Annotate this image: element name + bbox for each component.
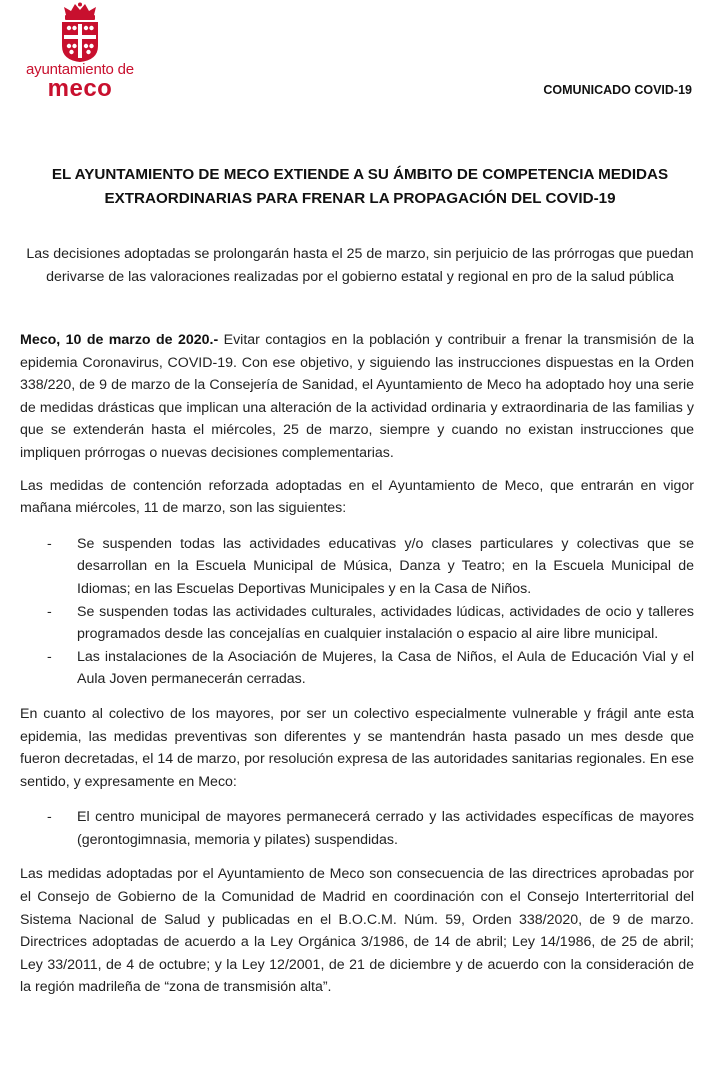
document-tag: COMUNICADO COVID-19 — [543, 83, 692, 97]
paragraph-elderly: En cuanto al colectivo de los mayores, por ser un colectivo especialmente vulnerable y frágil ante esta epidemia, las medidas preventivas son diferentes y se mantendrán hasta pasado un mes desde que fueron decretadas, el 14 de marzo, por resolución expresa de las autoridades sanitarias regionales. En ese sentido, y expresamente en Meco: — [20, 705, 694, 790]
bullet-dash: - — [47, 648, 52, 665]
logo-text-top: ayuntamiento de — [26, 61, 134, 78]
paragraph-legal-basis: Las medidas adoptadas por el Ayuntamiento de Meco son consecuencia de las directrices aprobadas por el Consejo de Gobierno de la Comunidad de Madrid en coordinación con el Consejo Interterritorial del Sistema Nacional de Salud y publicadas en el B.O.C.M. Núm. 59, Orden 338/2020, de 9 de marzo. Directrices adoptadas de acuerdo a la Ley Orgánica 3/1986, de 14 de abril; Ley 14/1986, de 25 de abril; Ley 33/2011, de 4 de octubre; y la Ley 12/2001, de 21 de diciembre y de acuerdo con la consideración de la región madrileña de “zona de transmisión alta”. — [20, 866, 694, 996]
logo-text-bottom: meco — [47, 75, 113, 102]
list-item-text: El centro municipal de mayores permanecerá cerrado y las actividades específicas de mayores (gerontogimnasia, memoria y pilates) suspendidas. — [77, 809, 694, 848]
measures-list — [20, 533, 694, 691]
list-item — [20, 646, 694, 691]
dateline: Meco, 10 de marzo de 2020.- — [20, 332, 219, 348]
paragraph-measures: Las medidas de contención reforzada adoptadas en el Ayuntamiento de Meco, que entrarán en vigor mañana miércoles, 11 de marzo, son las siguientes: — [20, 477, 694, 517]
list-item-text: Las instalaciones de la Asociación de Mujeres, la Casa de Niños, el Aula de Educación Vial y el Aula Joven permanecerán cerradas. — [77, 648, 694, 688]
bullet-dash: - — [47, 603, 52, 620]
list-item — [20, 601, 694, 646]
bullet-dash: - — [47, 535, 52, 552]
list-item — [20, 806, 694, 851]
article-body — [20, 329, 694, 1009]
coat-of-arms-icon — [20, 2, 140, 64]
elderly-measures-list — [20, 806, 694, 851]
list-item — [20, 533, 694, 601]
municipality-logo — [20, 2, 140, 102]
paragraph-intro — [20, 329, 694, 465]
subheadline: Las decisiones adoptadas se prolongarán hasta el 25 de marzo, sin perjuicio de las prórrogas que puedan derivarse de las valoraciones realizadas por el gobierno estatal y regional en pro de la salud pública — [26, 246, 694, 285]
intro-text: Evitar contagios en la población y contribuir a frenar la transmisión de la epidemia Coronavirus, COVID-19. Con ese objetivo, y siguiendo las instrucciones dispuestas en la Orden 338/220, de 9 de marzo de la Consejería de Sanidad, el Ayuntamiento de Meco ha adoptado hoy una serie de medidas drásticas que implican una alteración de la actividad ordinaria y extraordinaria de las familias y que se extenderán hasta el miércoles, 25 de marzo, siempre y cuando no existan instrucciones que impliquen prórrogas o nuevas decisiones complementarias. — [20, 332, 694, 461]
list-item-text: Se suspenden todas las actividades educativas y/o clases particulares y colectivas que se desarrollan en la Escuela Municipal de Música, Danza y Teatro; en la Escuela Municipal de Idiomas; en las Escuelas Deportivas Municipales y en la Casa de Niños. — [77, 535, 694, 597]
headline: EL AYUNTAMIENTO DE MECO EXTIENDE A SU ÁMBITO DE COMPETENCIA MEDIDAS EXTRAORDINARIAS PARA FRENAR LA PROPAGACIÓN DEL COVID-19 — [51, 166, 669, 207]
list-item-text: Se suspenden todas las actividades culturales, actividades lúdicas, actividades de ocio y talleres programados desde las concejalías en cualquier instalación o espacio al aire libre municipal. — [77, 603, 694, 643]
bullet-dash: - — [47, 809, 52, 826]
